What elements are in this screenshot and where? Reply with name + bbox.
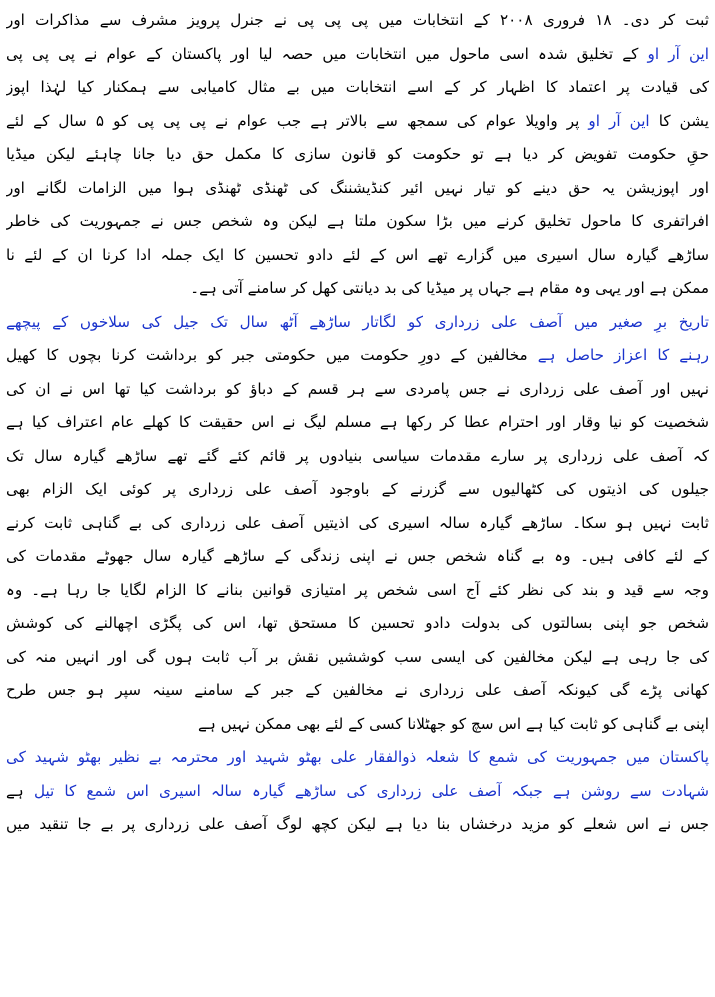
article-line [6, 4, 709, 38]
body-text: حقِ حکومت تفویض کر دیا ہے تو حکومت کو قانون سازی کا مکمل حق دیا جانا چاہئے لیکن میڈیا [6, 145, 709, 163]
article-line [6, 138, 709, 172]
highlighted-text: این آر او [647, 44, 709, 63]
body-text: اور اپوزیشن یہ حق دینے کو تیار نہیں ائیر کنڈیشننگ کی ٹھنڈی ٹھنڈی ہوا میں الزامات لگانے اور [6, 178, 709, 197]
article-line [6, 406, 709, 440]
body-text: ممکن ہے اور یہی وہ مقام ہے جہاں پر میڈیا کی بد دیانتی کھل کر سامنے آتی ہے۔ [190, 279, 709, 297]
body-text: وجہ سے قید و بند کی نظر کئے آج اسی شخص پر امتیازی قوانین بنانے کا الزام لگایا جا رہا ہے۔ وہ [6, 580, 709, 599]
body-text: ثابت نہیں ہو سکا۔ ساڑھے گیارہ سالہ اسیری کی اذیتیں آصف علی زرداری کی بے گناہی ثابت کرنے [6, 513, 709, 532]
highlighted-text: رہنے کا اعزاز حاصل ہے [537, 346, 709, 364]
article-page [6, 4, 709, 994]
article-line [6, 808, 709, 842]
highlighted-text: تاریخ برِ صغیر میں آصف علی زرداری کو لگاتار ساڑھے آٹھ سال تک جیل کی سلاخوں کے پیچھے [6, 312, 709, 331]
highlighted-text: شہادت سے روشن ہے جبکہ آصف علی زرداری کی ساڑھے گیارہ سالہ اسیری اس شمع کا تیل [33, 781, 709, 800]
body-text: کہ آصف علی زرداری پر سارے مقدمات سیاسی بنیادوں پر قائم کئے گئے تھے ساڑھے گیارہ سال تک [6, 446, 709, 465]
article-line [6, 239, 709, 273]
body-text: کے تخلیق شدہ اسی ماحول میں انتخابات میں حصہ لیا اور پاکستان کے عوام نے پی پی پی [6, 44, 648, 63]
body-text: کی جا رہی ہے لیکن مخالفین کی ایسی سب کوششیں نقش بر آب ثابت ہوں گی اور انہیں منہ کی [6, 647, 709, 666]
article-line [6, 38, 709, 72]
body-text: افراتفری کا ماحول تخلیق کرنے میں بڑا سکون ملتا ہے لیکن وہ شخص جس نے جمہوریت کی خاطر [6, 212, 709, 230]
body-text: ہے [6, 781, 34, 800]
body-text: جس نے اس شعلے کو مزید درخشاں بنا دیا ہے لیکن کچھ لوگ آصف علی زرداری پر بے جا تنقید میں [6, 815, 709, 833]
article-line [6, 674, 709, 708]
article-line [6, 339, 709, 373]
highlighted-text: پاکستان میں جمہوریت کی شمع کا شعلہ ذوالفقار علی بھٹو شہید اور محترمہ بے نظیر بھٹو شہید کی [6, 748, 709, 766]
body-text: اپنی بے گناہی کو ثابت کیا ہے اس سچ کو جھٹلانا کسی کے لئے بھی ممکن نہیں ہے [198, 714, 709, 733]
article-line [6, 507, 709, 541]
body-text: ثبت کر دی۔ ۱۸ فروری ۲۰۰۸ کے انتخابات میں پی پی پی نے جنرل پرویز مشرف سے مذاکرات اور [6, 11, 709, 29]
highlighted-text: این آر او [588, 111, 650, 130]
body-text: کھانی پڑے گی کیونکہ آصف علی زرداری نے مخالفین کے جبر کے سامنے سینہ سپر ہو جس طرح [6, 681, 709, 699]
article-line [6, 373, 709, 407]
article-line [6, 641, 709, 675]
article-line [6, 306, 709, 340]
body-text: شخصیت کو نیا وقار اور احترام عطا کر رکھا ہے مسلم لیگ نے اس حقیقت کا کھلے عام اعتراف کیا ہے [6, 413, 709, 431]
article-line [6, 473, 709, 507]
body-text: کے لئے کافی ہیں۔ وہ بے گناہ شخص جس نے اپنی زندگی کے ساڑھے گیارہ سال جھوٹے مقدمات کی [6, 547, 709, 565]
body-text: شخص جو اپنی بسالتوں کی بدولت دادو تحسین کا مستحق تھا، اس کی پگڑی اچھالنے کی کوشش [6, 614, 709, 632]
article-line [6, 272, 709, 306]
article-line [6, 574, 709, 608]
article-line [6, 172, 709, 206]
article-line [6, 775, 709, 809]
body-text: نہیں اور آصف علی زرداری نے جس پامردی سے ہر قسم کے دباؤ کو برداشت کیا تھا اس نے ان کی [6, 379, 709, 398]
article-line [6, 205, 709, 239]
article-line [6, 540, 709, 574]
body-text: پر واویلا عوام کی سمجھ سے بالاتر ہے جب عوام نے پی پی پی کو ۵ سال کے لئے [6, 111, 589, 130]
body-text: مخالفین کے دورِ حکومت میں حکومتی جبر کو برداشت کرنا بچوں کا کھیل [6, 346, 538, 364]
article-line [6, 440, 709, 474]
body-text: ساڑھے گیارہ سال اسیری میں گزارے تھے اس کے لئے دادو تحسین کا ایک جملہ ادا کرنا ان کے لئے نا [6, 245, 709, 264]
article-line [6, 71, 709, 105]
body-text: یشن کا [649, 111, 709, 130]
article-line [6, 741, 709, 775]
body-text: کی قیادت پر اعتماد کا اظہار کر کے اسے انتخابات میں بے مثال کامیابی سے ہمکنار کیا لہٰذا اپوز [6, 78, 709, 96]
body-text: جیلوں کی اذیتوں کی کٹھالیوں سے گزرنے کے باوجود آصف علی زرداری پر کوئی ایک الزام بھی [6, 480, 709, 498]
urdu-article [6, 4, 709, 842]
article-line [6, 708, 709, 742]
article-line [6, 105, 709, 139]
article-line [6, 607, 709, 641]
